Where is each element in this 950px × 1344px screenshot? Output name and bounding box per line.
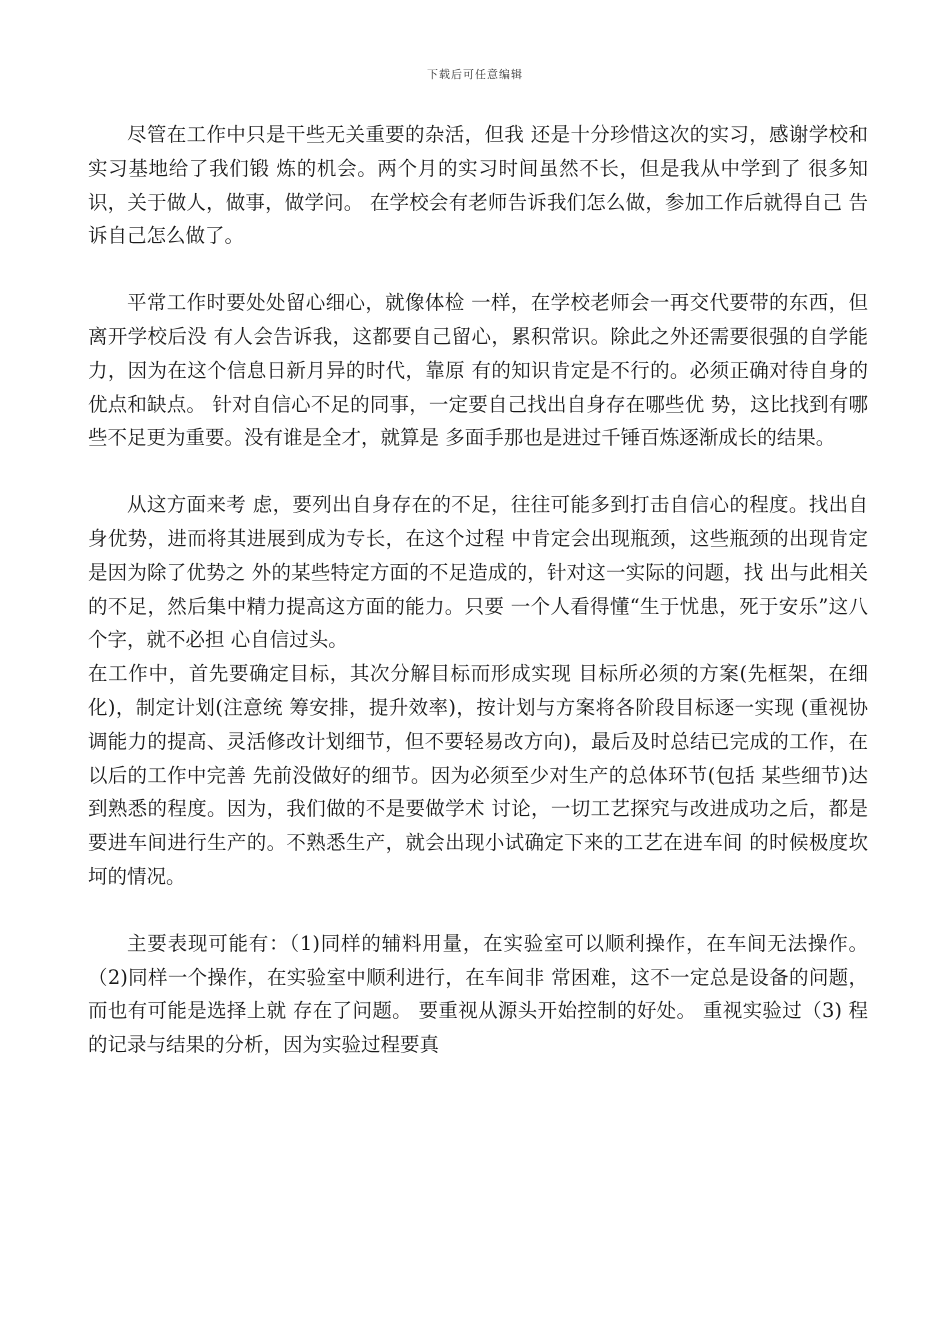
paragraph-3: 从这方面来考 虑，要列出自身存在的不足，往往可能多到打击自信心的程度。找出自身优势，进而将其进展到成为专长，在这个过程 中肯定会出现瓶颈，这些瓶颈的出现肯定是因为除了优势之 外的某些特定方面的不足造成的，针对这一实际的问题，找 出与此相关的不足，然后集中精力提高这方面的能力。只要 一个人看得懂“生于忧患，死于安乐”这八个字，就不必担 心自信过头。 bbox=[88, 493, 868, 652]
paragraph-2: 平常工作时要处处留心细心，就像体检 一样，在学校老师会一再交代要带的东西，但离开学校后没 有人会告诉我，这都要自己留心，累积常识。除此之外还需要很强的自学能力，因为在这个信息日新月异的时代，靠原 有的知识肯定是不行的。必须正确对待自身的优点和缺点。 针对自信心不足的同事，一定要自己找出自身存在哪些优 势，这比找到有哪些不足更为重要。没有谁是全才，就算是 多面手那也是进过千锤百炼逐渐成长的结果。 bbox=[88, 291, 868, 450]
paragraph-4: 在工作中，首先要确定目标，其次分解目标而形成实现 目标所必须的方案(先框架，在细化)，制定计划(注意统 筹安排，提升效率)，按计划与方案将各阶段目标逐一实现 (重视协调能力的提高、灵活修改计划细节，但不要轻易改方向)，最后及时总结已完成的工作，在以后的工作中完善 先前没做好的细节。因为必须至少对生产的总体环节(包括 某些细节)达到熟悉的程度。因为，我们做的不是要做学术 讨论，一切工艺探究与改进成功之后，都是要进车间进行生产的。不熟悉生产，就会出现小试确定下来的工艺在进车间 的时候极度坎坷的情况。 bbox=[88, 662, 868, 888]
document-body bbox=[88, 118, 868, 1062]
page-header-note: 下载后可任意编辑 bbox=[427, 68, 523, 81]
paragraph-5: 主要表现可能有：（1)同样的辅料用量，在实验室可以顺利操作，在车间无法操作。（2)同样一个操作，在实验室中顺利进行，在车间非 常困难，这不一定总是设备的问题，而也有可能是选择上就 存在了问题。 要重视从源头开始控制的好处。 重视实验过（3) 程的记录与结果的分析，因为实验过程要真 bbox=[88, 931, 868, 1057]
paragraph-1: 尽管在工作中只是干些无关重要的杂活，但我 还是十分珍惜这次的实习，感谢学校和实习基地给了我们锻 炼的机会。两个月的实习时间虽然不长，但是我从中学到了 很多知识，关于做人，做事，做学问。 在学校会有老师告诉我们怎么做，参加工作后就得自己 告诉自己怎么做了。 bbox=[88, 123, 868, 248]
